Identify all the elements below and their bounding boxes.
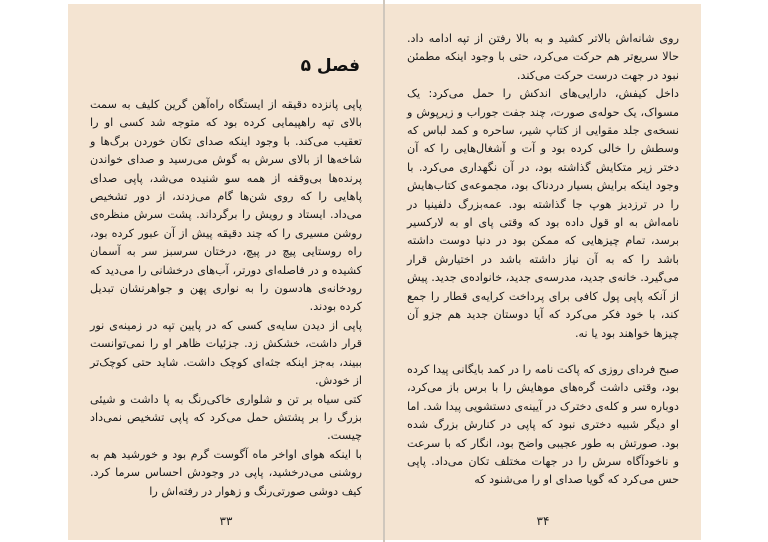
page-number: ۳۳ xyxy=(219,514,233,528)
page-number: ۳۴ xyxy=(536,514,550,528)
paragraph: صبح فردای روزی که پاکت نامه را در کمد بایگانی پیدا کرده بود، وقتی داشت گره‌های موهایش را با برس باز می‌کرد، دوباره سر و کله‌ی دخترک در آیینه‌ی دستشویی پیدا شد. اما او دیگر شبیه دختری نبود که پاپی در کنارش بزرگ شده بود. صورتش به طور عجیبی واضح بود، انگار که با سرعت و ناخودآگاه سرش را در جهات مختلف تکان می‌داد. پاپی حس می‌کرد که گویا صدای او را می‌شنود که xyxy=(407,362,679,487)
paragraph: کتی سیاه بر تن و شلواری خاکی‌رنگ به پا داشت و شیئی بزرگ را بر پشتش حمل می‌کرد که پاپی تشخیص نمی‌داد چیست. xyxy=(90,392,362,443)
left-page xyxy=(68,4,384,540)
right-page-body xyxy=(407,30,679,490)
left-page-body xyxy=(90,96,362,501)
right-page xyxy=(385,4,701,540)
paragraph: داخل کیفش، دارایی‌های اندکش را حمل می‌کرد: یک مسواک، یک حوله‌ی صورت، چند جفت جوراب و زیرپوش و نسخه‌ی جلد مقوایی از کتاپ شیر، ساحره و کمد لباس که وسطش را خالی کرده بود و آت و آشغال‌هایی را که آن دختر زیر متکایش گذاشته بود، در آن نگهداری می‌کرد. با وجود اینکه برایش بسیار دردناک بود، مجموعه‌ی کتاب‌هایش را در ترزدیز هوپ جا گذاشته بود. عمه‌بزرگ دلفینیا در نامه‌اش به او قول داده بود که وقتی پای او به لارکسیر برسد، تمام چیزهایی که ممکن بود در دنیا دوست داشته باشد را که به آن نیاز داشته باشد در اختیارش قرار می‌گیرد. خانه‌ی جدید، مدرسه‌ی جدید، خانواده‌ی جدید. پیش از آنکه پاپی پول کافی برای پرداخت کرایه‌ی قطار را جمع کند، با خود فکر می‌کرد که آیا دوستان جدید هم جزو آن چیزها خواهند بود یا نه. xyxy=(407,87,679,340)
paragraph: با اینکه هوای اواخر ماه آگوست گرم بود و خورشید هم به روشنی می‌درخشید، پاپی در وجودش احساس سرما کرد. کیف دوشی صورتی‌رنگ و زهوار در رفته‌اش را xyxy=(90,447,362,498)
paragraph: پاپی از دیدن سایه‌ی کسی که در پایین تپه در زمینه‌ی نور قرار داشت، خشکش زد. جزئیات ظاهر او را نمی‌توانست ببیند، به‌جز اینکه جثه‌ای کوچک داشت. شاید حتی کوچک‌تر از خودش. xyxy=(90,318,362,388)
chapter-title: فصل ۵ xyxy=(300,56,360,76)
paragraph: روی شانه‌اش بالاتر کشید و به بالا رفتن از تپه ادامه داد. حالا سریع‌تر هم حرکت می‌کرد، حتی با وجود اینکه مطمئن نبود در جهت درست حرکت می‌کند. xyxy=(407,32,679,82)
paragraph: پاپی پانزده دقیقه از ایستگاه راه‌آهن گرین کلیف به سمت بالای تپه راهپیمایی کرده بود که متوجه شد کسی او را تعقیب می‌کند. با وجود اینکه صدای تکان خوردن برگ‌ها و شاخه‌ها از بالای سرش به گوش می‌رسید و صدای خواندن پرنده‌ها بی‌وقفه از همه سو شنیده می‌شد، پاپی صدای پاهایی را که روی شن‌ها گام می‌زدند، از دور تشخیص می‌داد. ایستاد و رویش را برگرداند. پشت سرش منظره‌ی روشن مسیری را که چند دقیقه پیش از آن عبور کرده بود، راه روستایی پیچ در پیچ، درختان سرسبز سر به آسمان کشیده و در فاصله‌ای دورتر، آب‌های درخشانی را می‌دید که رودخانه‌ی هادسون را به نواری پهن و جواهرنشان تبدیل کرده بودند. xyxy=(90,98,362,314)
